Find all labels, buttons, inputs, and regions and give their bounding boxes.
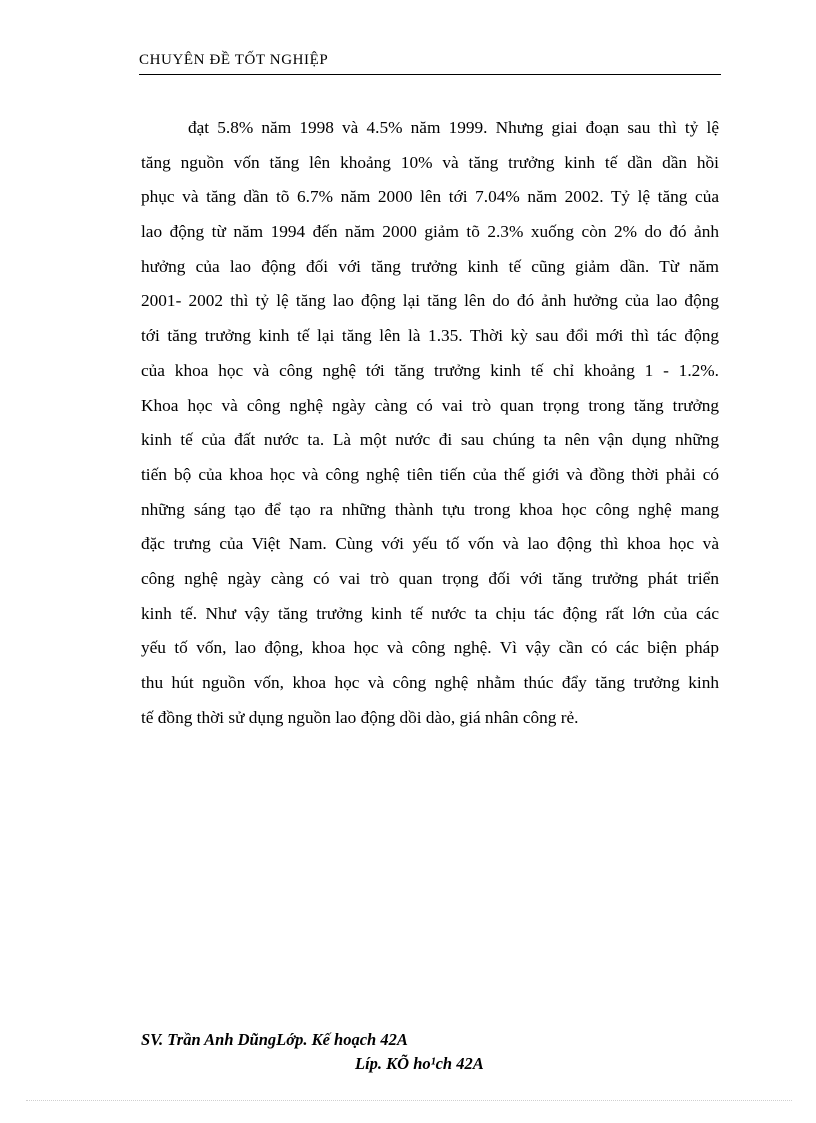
paragraph-line: lao động từ năm 1994 đến năm 2000 giảm tõ 2.3% xuống còn 2% do đó ảnh — [141, 222, 719, 242]
paragraph-line: công nghệ ngày càng có vai trò quan trọng đối với tăng trưởng phát triển — [141, 568, 719, 588]
paragraph-line: yếu tố vốn, lao động, khoa học và công nghệ. Vì vậy cần có các biện pháp — [141, 638, 719, 658]
footer-author-class: SV. Trần Anh DũngLớp. Kế hoạch 42A — [141, 1030, 408, 1049]
paragraph-line: kinh tế. Như vậy tăng trưởng kinh tế nước ta chịu tác động rất lớn của các — [141, 603, 719, 623]
footer-class: Líp. KÕ ho¹ch 42A — [355, 1054, 484, 1073]
paragraph-line: tiến bộ của khoa học và công nghệ tiên tiến của thế giới và đồng thời phải có — [141, 464, 719, 484]
paragraph-line: hưởng của lao động đối với tăng trưởng kinh tế cũng giảm dần. Từ năm — [141, 256, 719, 276]
paragraph-line: tới tăng trưởng kinh tế lại tăng lên là 1.35. Thời kỳ sau đổi mới thì tác động — [141, 326, 719, 346]
paragraph-line: tế đồng thời sử dụng nguồn lao động dồi dào, giá nhân công rẻ. — [141, 707, 579, 727]
paragraph-line: 2001- 2002 thì tỷ lệ tăng lao động lại tăng lên do đó ảnh hưởng của lao động — [141, 291, 719, 311]
paragraph-line: thu hút nguồn vốn, khoa học và công nghệ nhằm thúc đẩy tăng trưởng kinh — [141, 673, 719, 692]
page-header — [139, 52, 721, 75]
header-title: CHUYÊN ĐỀ TỐT NGHIỆP — [139, 52, 329, 68]
body-paragraph — [141, 111, 719, 735]
paragraph-line: đặc trưng của Việt Nam. Cùng với yếu tố vốn và lao động thì khoa học và — [141, 534, 719, 554]
paragraph-line: phục và tăng dần tõ 6.7% năm 2000 lên tới 7.04% năm 2002. Tỷ lệ tăng của — [141, 187, 719, 207]
paragraph-line: của khoa học và công nghệ tới tăng trưởng kinh tế chỉ khoảng 1 - 1.2%. — [141, 360, 719, 380]
paragraph-line: những sáng tạo để tạo ra những thành tựu trong khoa học công nghệ mang — [141, 499, 719, 519]
page-bottom-divider — [26, 1100, 792, 1101]
paragraph-line: tăng nguồn vốn tăng lên khoảng 10% và tăng trưởng kinh tế dần dần hồi — [141, 152, 719, 172]
paragraph-line: Khoa học và công nghệ ngày càng có vai trò quan trọng trong tăng trưởng — [141, 395, 719, 415]
paragraph-line: kinh tế của đất nước ta. Là một nước đi sau chúng ta nên vận dụng những — [141, 430, 719, 450]
paragraph-line: đạt 5.8% năm 1998 và 4.5% năm 1999. Nhưng giai đoạn sau thì tỷ lệ — [188, 118, 719, 137]
